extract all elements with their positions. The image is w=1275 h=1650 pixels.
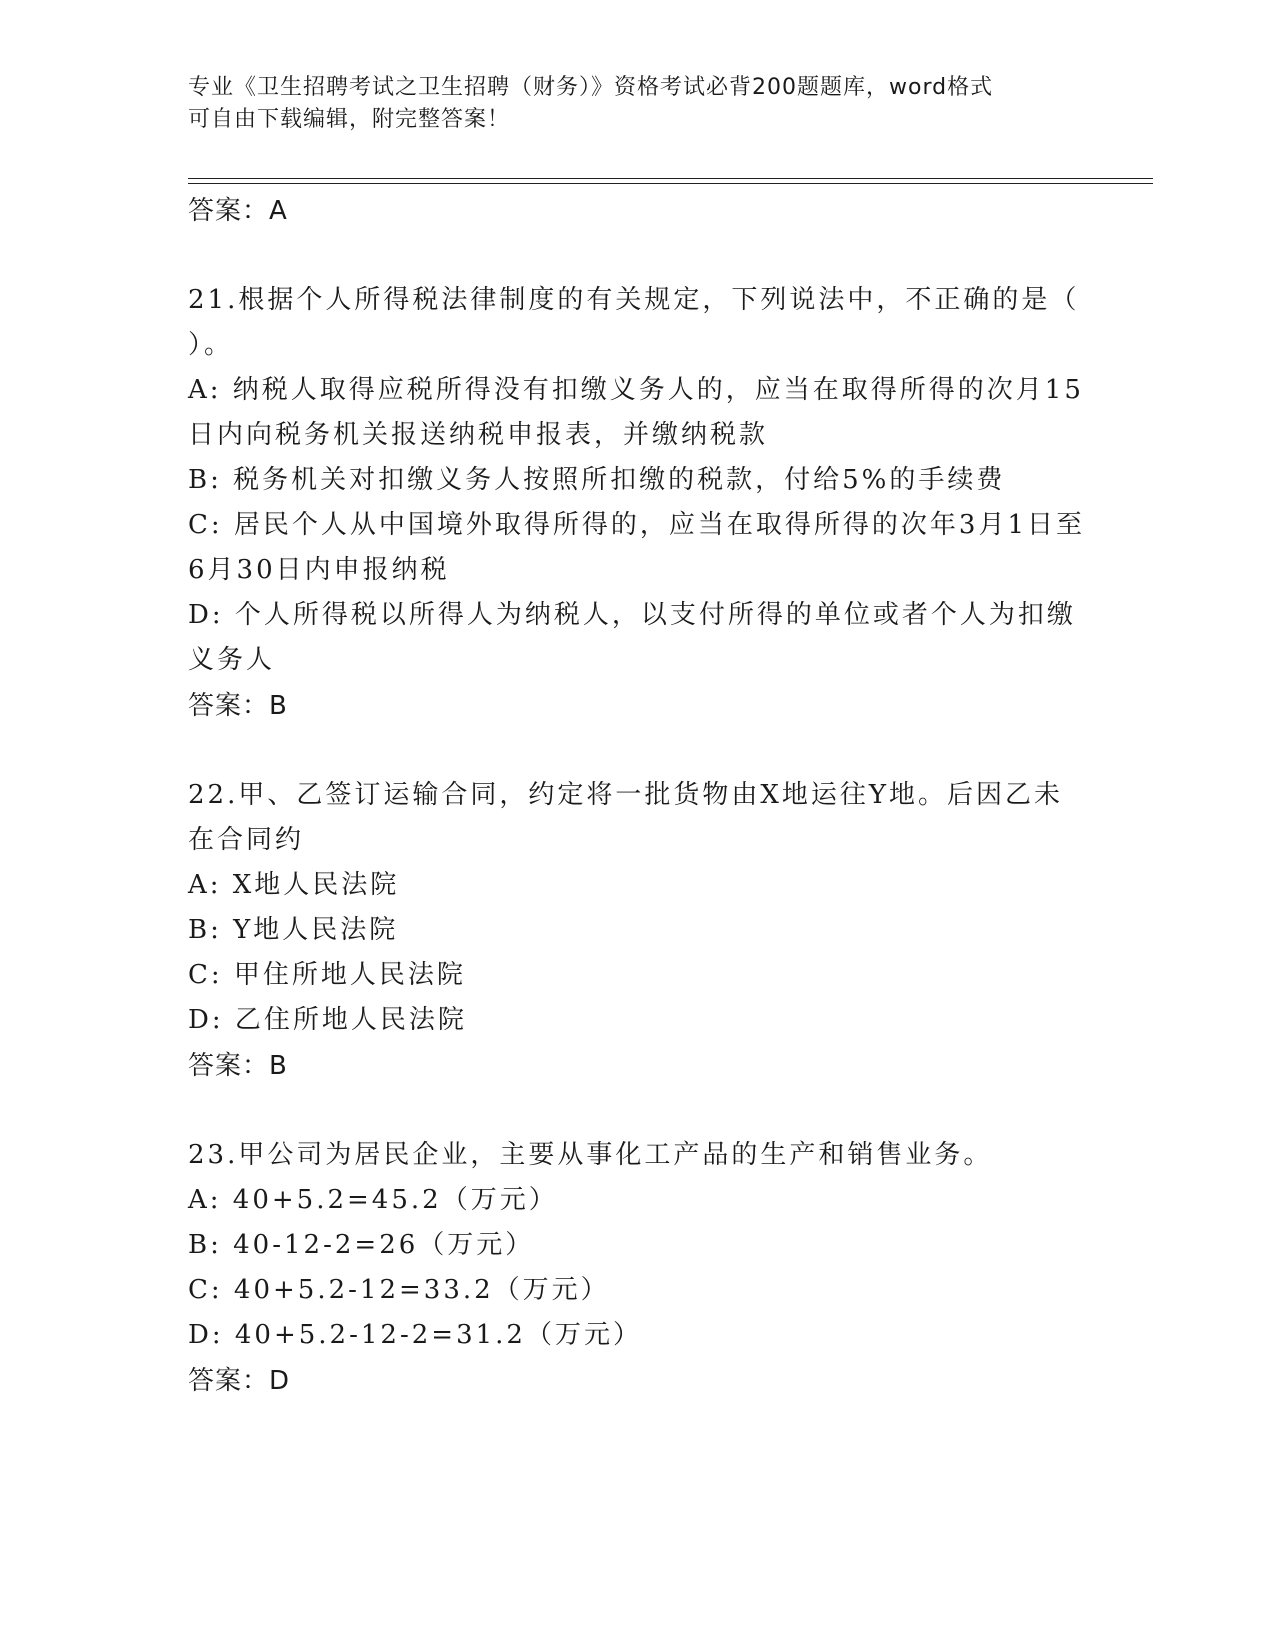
option-b: B: 税务机关对扣缴义务人按照所扣缴的税款，付给5%的手续费 [188,465,1006,495]
question-stem: 21.根据个人所得税法律制度的有关规定，下列说法中，不正确的是（ ）。 [188,285,1080,360]
answer-line: 答案：A [188,196,288,226]
option-b: B: Y地人民法院 [188,915,399,945]
header-line-2: 可自由下载编辑，附完整答案！ [188,107,511,132]
option-d: D: 40+5.2-12-2=31.2（万元） [188,1320,642,1350]
question-21 [188,278,1088,729]
question-list [188,188,1088,1404]
question-23 [188,1133,1088,1404]
option-a: A: X地人民法院 [188,870,400,900]
option-a: A: 纳税人取得应税所得没有扣缴义务人的，应当在取得所得的次月15日内向税务机关报送纳税申报表，并缴纳税款 [188,375,1084,450]
header-divider-top [188,178,1153,179]
answer-line: 答案：B [188,1051,288,1081]
option-c: C: 40+5.2-12=33.2（万元） [188,1275,610,1305]
answer-line: 答案：B [188,691,288,721]
option-c: C: 居民个人从中国境外取得所得的，应当在取得所得的次年3月1日至6月30日内申报纳税 [188,510,1086,585]
header-line-1: 专业《卫生招聘考试之卫生招聘（财务）》资格考试必背200题题库，word格式 [188,75,994,100]
document-header [188,72,1088,136]
option-a: A: 40+5.2=45.2（万元） [188,1185,558,1215]
option-b: B: 40-12-2=26（万元） [188,1230,535,1260]
option-c: C: 甲住所地人民法院 [188,960,466,990]
question-stem: 22.甲、乙签订运输合同，约定将一批货物由X地运往Y地。后因乙未在合同约 [188,780,1064,855]
option-d: D: 个人所得税以所得人为纳税人，以支付所得的单位或者个人为扣缴义务人 [188,600,1076,675]
question-stem: 23.甲公司为居民企业，主要从事化工产品的生产和销售业务。 [188,1140,993,1170]
question-22 [188,773,1088,1089]
option-d: D: 乙住所地人民法院 [188,1005,467,1035]
header-divider-bottom [188,183,1153,184]
answer-line: 答案：D [188,1366,291,1396]
